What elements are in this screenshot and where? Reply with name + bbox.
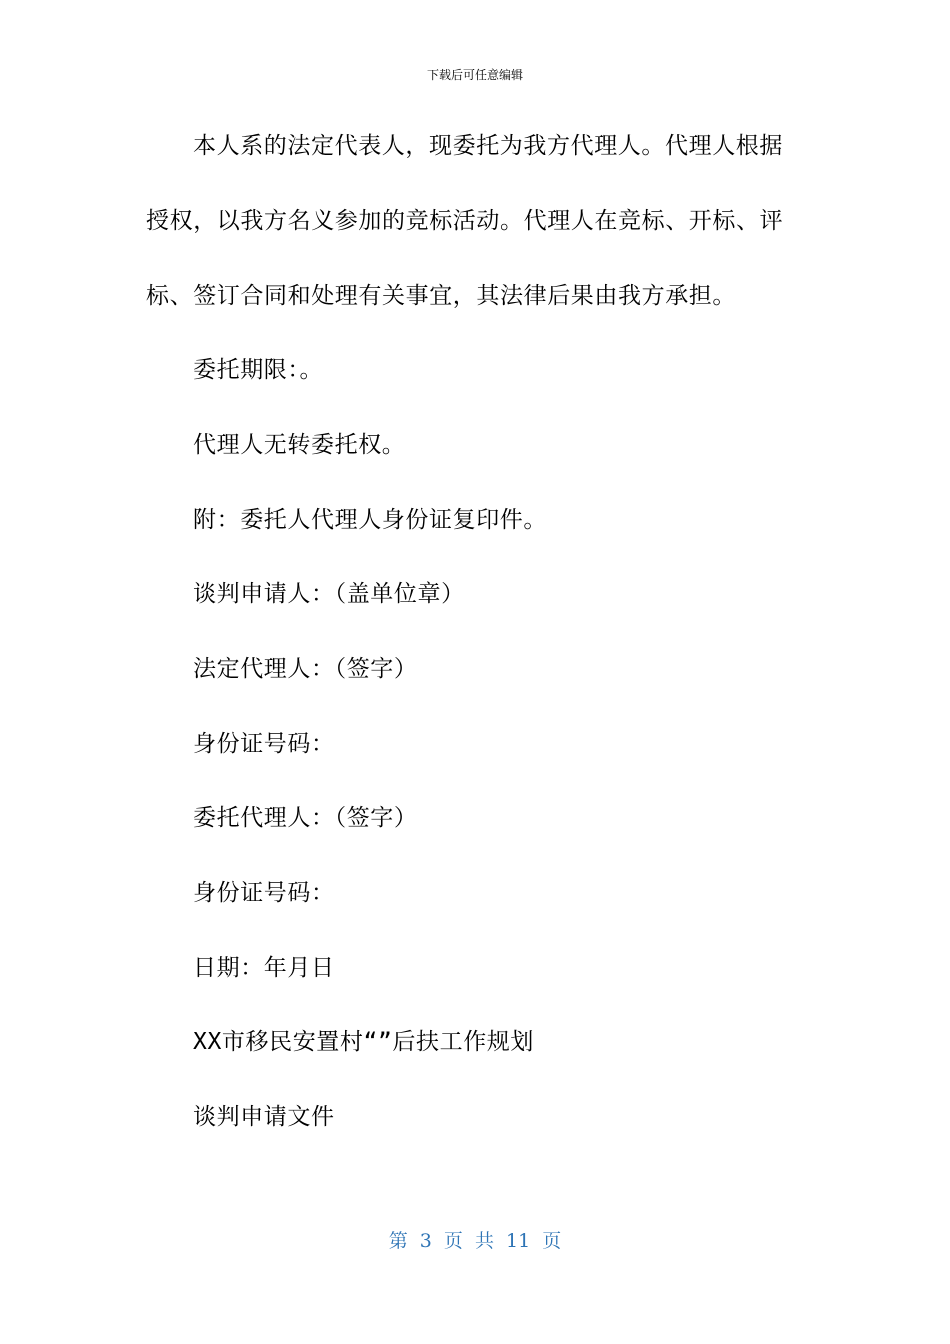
paragraph-line-1: 本人系的法定代表人，现委托为我方代理人。代理人根据 <box>193 133 783 159</box>
plan-title-line: XX市移民安置村“”后扶工作规划 <box>193 1029 534 1055</box>
authorized-agent-signature-line: 委托代理人：（签字） <box>193 805 418 831</box>
id-number-line-2: 身份证号码： <box>193 880 335 906</box>
id-number-line-1: 身份证号码： <box>193 731 335 757</box>
paragraph-line-3: 标、签订合同和处理有关事宜，其法律后果由我方承担。 <box>146 283 736 309</box>
no-sub-delegation-note: 代理人无转委托权。 <box>193 432 406 458</box>
application-document-title: 谈判申请文件 <box>193 1104 335 1130</box>
paragraph-line-2: 授权，以我方名义参加的竞标活动。代理人在竞标、开标、评 <box>146 208 784 234</box>
page-header: 下载后可任意编辑 <box>426 68 523 82</box>
applicant-seal-line: 谈判申请人：（盖单位章） <box>193 581 465 607</box>
page-number-footer: 第 3 页 共 11 页 <box>388 1230 562 1252</box>
authorization-period: 委托期限：。 <box>193 357 324 383</box>
date-line: 日期：年月日 <box>193 955 335 981</box>
attachment-note: 附：委托人代理人身份证复印件。 <box>193 507 547 533</box>
legal-representative-signature-line: 法定代理人：（签字） <box>193 656 418 682</box>
